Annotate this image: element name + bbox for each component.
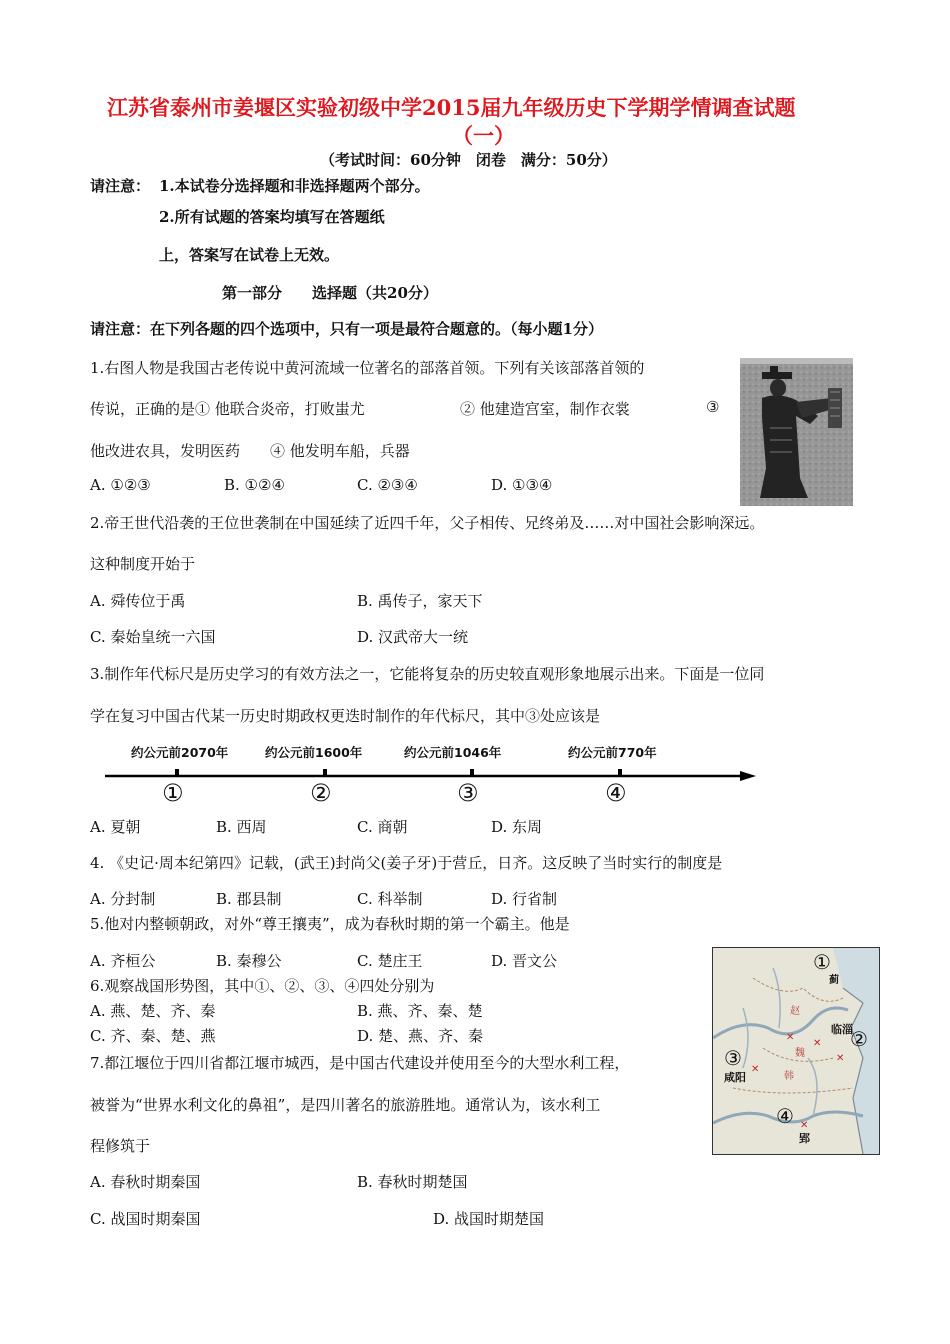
map-mark-2: ② bbox=[850, 1027, 868, 1051]
q2-option-c: C. 秦始皇统一六国 bbox=[90, 628, 216, 646]
notice-label: 请注意： bbox=[90, 177, 151, 195]
q4-option-d: D. 行省制 bbox=[491, 890, 558, 908]
timeline-label-2: 约公元前1600年 bbox=[265, 745, 363, 760]
q5-option-b: B. 秦穆公 bbox=[216, 952, 282, 970]
q4-option-a: A. 分封制 bbox=[90, 890, 156, 908]
map-label-han: 韩 bbox=[784, 1071, 794, 1082]
q7-option-b: B. 春秋时期楚国 bbox=[357, 1173, 468, 1191]
q6-option-d: D. 楚、燕、齐、秦 bbox=[357, 1027, 484, 1045]
timeline-mark-2: ② bbox=[310, 779, 332, 807]
q3-line2: 学在复习中国古代某一历史时期政权更迭时制作的年代标尺，其中③处应该是 bbox=[90, 707, 601, 725]
q6-option-c: C. 齐、秦、楚、燕 bbox=[90, 1027, 216, 1045]
q3-line1: 3.制作年代标尺是历史学习的有效方法之一，它能将复杂的历史较直观形象地展示出来。下面是一位同 bbox=[90, 665, 765, 683]
map-mark-1: ① bbox=[813, 950, 831, 974]
q1-option-b: B. ①②④ bbox=[224, 476, 285, 494]
map-mark-4: ④ bbox=[776, 1104, 794, 1128]
q4-line1: 4. 《史记·周本纪第四》记载，(武王)封尚父(姜子牙)于营丘，日齐。这反映了当时实行的制度是 bbox=[90, 854, 723, 872]
q5-option-d: D. 晋文公 bbox=[491, 952, 558, 970]
exam-info: （考试时间：60分钟 闭卷 满分：50分） bbox=[320, 151, 617, 169]
q2-line2: 这种制度开始于 bbox=[90, 555, 196, 573]
q2-line1: 2.帝王世代沿袭的王位世袭制在中国延续了近四千年，父子相传、兄终弟及……对中国社会影响深远。 bbox=[90, 514, 765, 532]
timeline-mark-1: ① bbox=[162, 779, 184, 807]
q1-line2: 传说，正确的是① 他联合炎帝，打败蚩尤 bbox=[90, 400, 365, 418]
timeline-label-1: 约公元前2070年 bbox=[131, 745, 229, 760]
q3-option-c: C. 商朝 bbox=[357, 818, 408, 836]
q1-option-a: A. ①②③ bbox=[90, 476, 151, 494]
map-label-xianyang: 咸阳 bbox=[724, 1071, 746, 1084]
q6-line1: 6.观察战国形势图，其中①、②、③、④四处分别为 bbox=[90, 977, 435, 995]
q2-option-a: A. 舜传位于禹 bbox=[90, 592, 186, 610]
q2-option-b: B. 禹传子，家天下 bbox=[357, 592, 483, 610]
q1-line1: 1.右图人物是我国古老传说中黄河流域一位著名的部落首领。下列有关该部落首领的 bbox=[90, 359, 645, 377]
q7-line3: 程修筑于 bbox=[90, 1137, 151, 1155]
notice-item-1: 1.本试卷分选择题和非选择题两个部分。 bbox=[159, 177, 430, 195]
timeline-mark-3: ③ bbox=[457, 779, 479, 807]
map-label-linzi: 临淄 bbox=[831, 1023, 853, 1036]
part1-heading: 第一部分 选择题（共20分） bbox=[222, 284, 438, 302]
map-label-ji: 蓟 bbox=[829, 975, 839, 986]
map-label-wei: 魏 bbox=[795, 1048, 805, 1059]
q1-option-d: D. ①③④ bbox=[491, 476, 553, 494]
q7-option-d: D. 战国时期楚国 bbox=[433, 1210, 545, 1228]
q1-line2-item2: ② 他建造宫室，制作衣裳 bbox=[460, 400, 630, 418]
map-mark-3: ③ bbox=[724, 1046, 742, 1070]
q1-line2-item3: ③ bbox=[706, 398, 720, 416]
q4-option-c: C. 科举制 bbox=[357, 890, 423, 908]
q7-line2: 被誉为“世界水利文化的鼻祖”，是四川著名的旅游胜地。通常认为，该水利工 bbox=[90, 1096, 601, 1114]
q5-option-a: A. 齐桓公 bbox=[90, 952, 156, 970]
q6-option-a: A. 燕、楚、齐、秦 bbox=[90, 1002, 216, 1020]
exam-title-subtitle: （一） bbox=[452, 123, 515, 148]
q7-option-a: A. 春秋时期秦国 bbox=[90, 1173, 201, 1191]
q7-option-c: C. 战国时期秦国 bbox=[90, 1210, 201, 1228]
svg-text:✕: ✕ bbox=[800, 1120, 809, 1131]
q1-line3: 他改进农具，发明医药 ④ 他发明车船，兵器 bbox=[90, 442, 410, 460]
q3-option-a: A. 夏朝 bbox=[90, 818, 141, 836]
q4-option-b: B. 郡县制 bbox=[216, 890, 282, 908]
notice-item-2: 2.所有试题的答案均填写在答题纸 bbox=[159, 208, 385, 226]
svg-text:✕: ✕ bbox=[751, 1064, 760, 1075]
q5-option-c: C. 楚庄王 bbox=[357, 952, 423, 970]
tribal-leader-relief-image bbox=[740, 358, 853, 506]
map-label-zhao: 赵 bbox=[790, 1006, 800, 1017]
q6-option-b: B. 燕、齐、秦、楚 bbox=[357, 1002, 483, 1020]
q5-line1: 5.他对内整顿朝政，对外“尊王攘夷”，成为春秋时期的第一个霸主。他是 bbox=[90, 915, 570, 933]
notice-item-2-cont: 上，答案写在试卷上无效。 bbox=[159, 246, 340, 264]
map-label-ying: 郢 bbox=[799, 1132, 810, 1145]
svg-text:✕: ✕ bbox=[836, 1053, 845, 1064]
part1-instruction: 请注意：在下列各题的四个选项中，只有一项是最符合题意的。（每小题1分） bbox=[90, 320, 603, 338]
timeline-label-3: 约公元前1046年 bbox=[404, 745, 502, 760]
q2-option-d: D. 汉武帝大一统 bbox=[357, 628, 469, 646]
q1-option-c: C. ②③④ bbox=[357, 476, 418, 494]
svg-text:✕: ✕ bbox=[786, 1032, 795, 1043]
exam-title: 江苏省泰州市姜堰区实验初级中学2015届九年级历史下学期学情调查试题 bbox=[107, 95, 796, 120]
q3-option-b: B. 西周 bbox=[216, 818, 267, 836]
svg-text:✕: ✕ bbox=[813, 1038, 822, 1049]
q7-line1: 7.都江堰位于四川省都江堰市城西，是中国古代建设并使用至今的大型水利工程， bbox=[90, 1054, 630, 1072]
timeline-mark-4: ④ bbox=[605, 779, 627, 807]
timeline-label-4: 约公元前770年 bbox=[568, 745, 657, 760]
q3-option-d: D. 东周 bbox=[491, 818, 543, 836]
